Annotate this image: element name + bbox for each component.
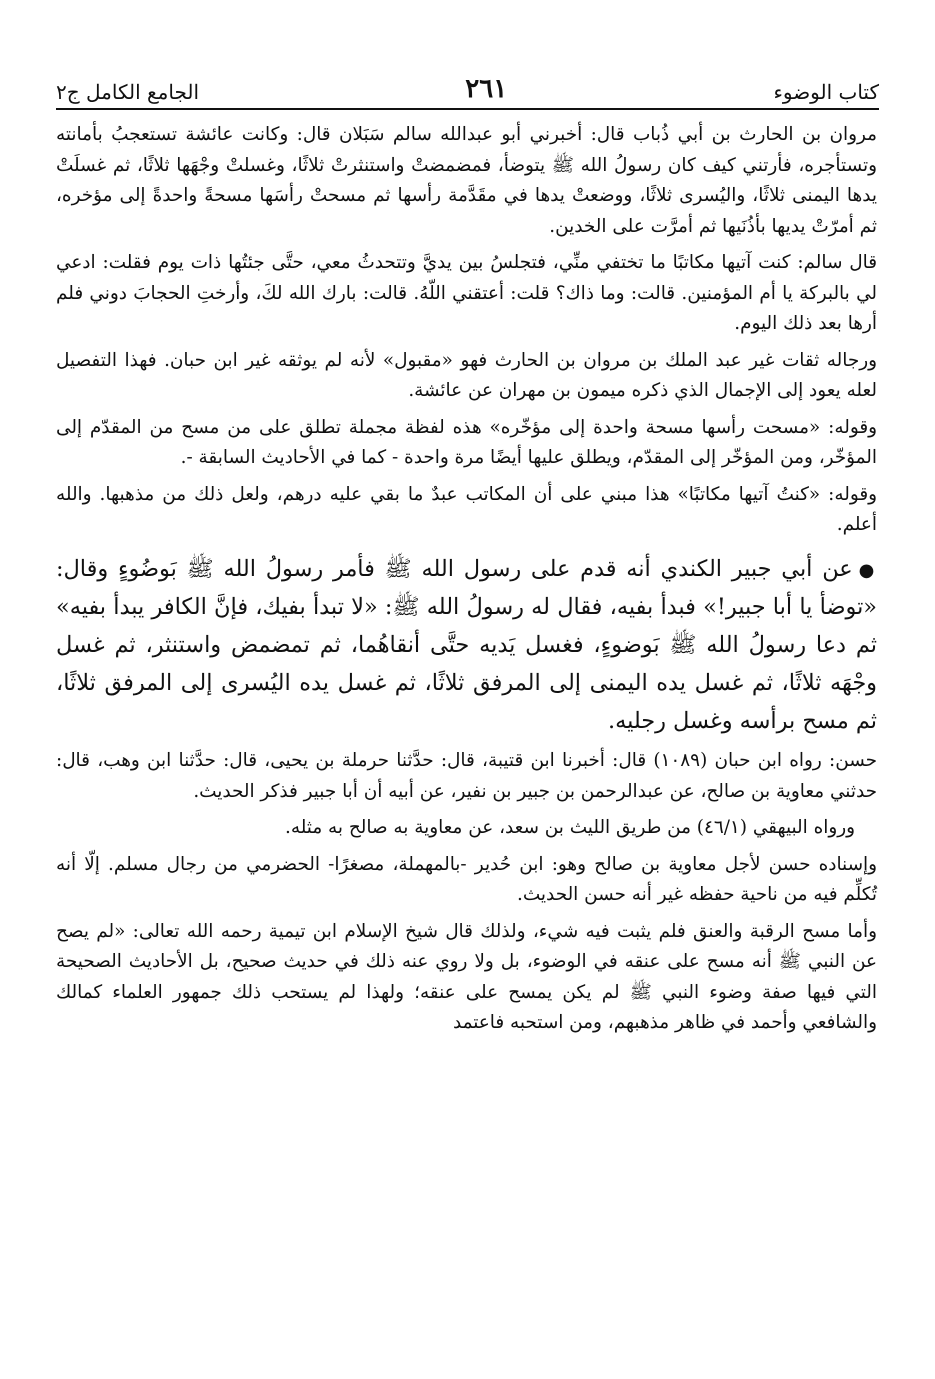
bullet-icon: ● [858, 559, 877, 581]
hadith-text [56, 551, 877, 741]
paragraph-commentary-wiping: وقوله: «مسحت رأسها مسحة واحدة إلى مؤخّره» هذه لفظة مجملة تطلق على من مسح من المقدّم إلى المؤخّر، ومن المؤخّر إلى المقدّم، ويطلق عليها أيضًا مرة واحدة - كما في الأحاديث السابقة -. [56, 416, 877, 468]
paragraph-narrators: ورجاله ثقات غير عبد الملك بن مروان بن الحارث فهو «مقبول» لأنه لم يوثقه غير ابن حبان. فهذا التفصيل لعله يعود إلى الإجمال الذي ذكره ميمون بن مهران عن عائشة. [56, 349, 877, 401]
page-header [56, 60, 879, 110]
paragraph-isnad-grade: وإسناده حسن لأجل معاوية بن صالح وهو: ابن حُدير -بالمهملة، مصغرًا- الحضرمي من رجال مسلم. إلّا أنه تُكلِّم فيه من ناحية حفظه غير أنه حسن الحديث. [56, 853, 877, 906]
paragraph-takhrij: حسن: رواه ابن حبان (١٠٨٩) قال: أخبرنا ابن قتيبة، قال: حدَّثنا حرملة بن يحيى، قال: حدَّثنا ابن وهب، قال: حدثني معاوية بن صالح، عن عبدالرحمن بن جبير بن نفير، عن أبيه أن أبا جبير فذكر الحديث. [56, 750, 877, 802]
paragraph-bayhaqi: ورواه البيهقي (٤٦/١) من طريق الليث بن سعد، عن معاوية به صالح به مثله. [284, 817, 855, 839]
page-number: ٢٦١ [465, 74, 508, 104]
paragraph-isnad-continuation: مروان بن الحارث بن أبي ذُباب قال: أخبرني أبو عبدالله سالم سَبَلان قال: وكانت عائشة تستعجبُ بأمانته وتستأجره، فأرتني كيف كان رسولُ الله ﷺ يتوضأ، فمضمضتْ واستنثرتْ ثلاثًا، وغسلتْ وجْهَها ثلاثًا، ثم غسلَتْ يدها اليمنى ثلاثًا، واليُسرى ثلاثًا، ووضعتْ يدها في مقَدَّمة رأسها ثم مسحتْ رأسَها مسحةً واحدةً إلى مؤخره، ثم أمرّتْ يديها بأذُنَيها ثم أمرَّت على الخدين. [56, 124, 877, 237]
chapter-title: كتاب الوضوء [773, 80, 879, 104]
paragraph-salim-story: قال سالم: كنت آتيها مكاتبًا ما تختفي منِّي، فتجلسُ بين يديَّ وتتحدثُ معي، حتَّى جئتُها ذات يوم فقلت: ادعي لي بالبركة يا أم المؤمنين. قالت: وما ذاك؟ قلت: أعتقني اللّهُ. قالت: بارك الله لكَ، وأرختِ الحجابَ دوني فلم أرها بعد ذلك اليوم. [56, 252, 877, 334]
paragraph-neck-wiping: وأما مسح الرقبة والعنق فلم يثبت فيه شيء، ولذلك قال شيخ الإسلام ابن تيمية رحمه الله تعالى: «لم يصح عن النبي ﷺ أنه مسح على عنقه في الوضوء، بل ولا روي عنه ذلك في حديث صحيح، بل الأحاديث الصحيحة التي فيها صفة وضوء النبي ﷺ لم يكن يمسح على عنقه؛ ولهذا لم يستحب ذلك جمهور العلماء كمالك والشافعي وأحمد في ظاهر مذهبهم، ومن استحبه فاعتمد [56, 920, 877, 1034]
paragraph-commentary-mukatab: وقوله: «كنتُ آتيها مكاتبًا» هذا مبني على أن المكاتب عبدٌ ما بقي عليه درهم، ولعل ذلك من مذهبها. والله أعلم. [56, 483, 877, 535]
book-title: الجامع الكامل ج٢ [56, 80, 200, 104]
hadith-body: عن أبي جبير الكندي أنه قدم على رسول الله ﷺ فأمر رسولُ الله ﷺ بَوضُوءٍ وقال: «توضأ يا أبا جبير!» فبدأ بفيه، فقال له رسولُ الله ﷺ: «لا تبدأ بفيك، فإنَّ الكافر يبدأ بفيه» ثم دعا رسولُ الله ﷺ بَوضوءٍ، فغسل يَديه حتَّى أنقاهُما، ثم تمضمض واستنثر، ثم غسل وجْهَه ثلاثًا، ثم غسل يده اليمنى إلى المرفق ثلاثًا، ثم غسل يده اليُسرى إلى المرفق ثلاثًا، ثم مسح برأسه وغسل رجليه. [56, 555, 877, 734]
page-body [56, 120, 877, 1039]
